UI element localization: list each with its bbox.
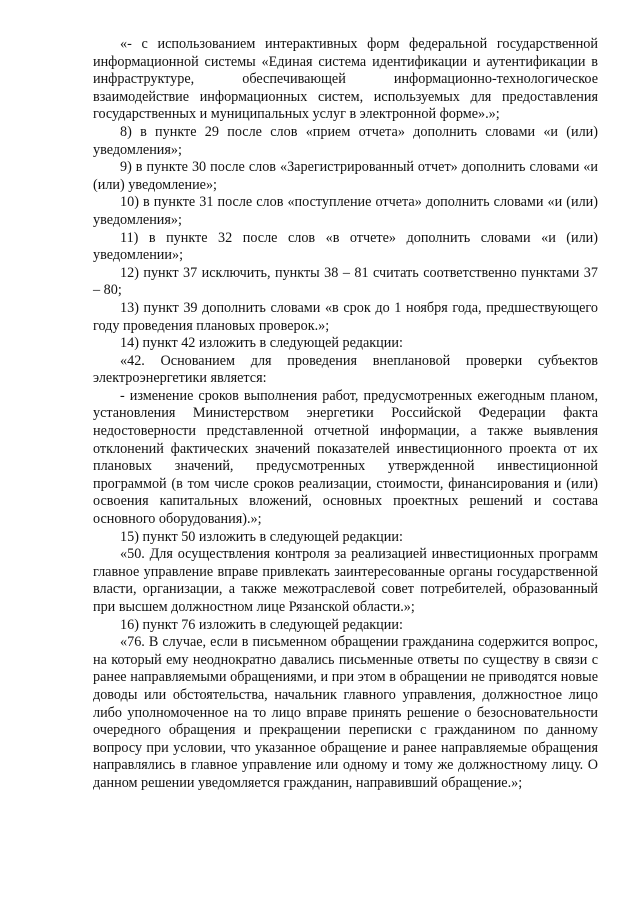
document-body: [93, 36, 598, 793]
paragraph-item-16: 16) пункт 76 изложить в следующей редакции:: [120, 616, 403, 633]
paragraph-item-12: 12) пункт 37 исключить, пункты 38 – 81 считать соответственно пунктами 37 – 80;: [93, 264, 598, 299]
paragraph-item-11: 11) в пункте 32 после слов «в отчете» дополнить словами «и (или) уведомлении»;: [93, 229, 598, 264]
paragraph-item-13: 13) пункт 39 дополнить словами «в срок до 1 ноября года, предшествующего году проведения плановых проверок.»;: [93, 299, 598, 334]
paragraph-item-14: 14) пункт 42 изложить в следующей редакции:: [120, 335, 403, 352]
paragraph-point-76: «76. В случае, если в письменном обращении гражданина содержится вопрос, на который ему неоднократно давались письменные ответы по существу в связи с ранее направляемыми обращениями, и при этом в обращении не приводятся новые доводы или обстоятельства, начальник главного управления, должностное лицо либо уполномоченное на то лицо вправе принять решение о безосновательности очередного обращения и прекращении переписки с гражданином по данному вопросу при условии, что указанное обращение и ранее направляемые обращения направлялись в главное управление или одному и тому же должностному лицу. О данном решении уведомляется гражданин, направивший обращение.»;: [93, 634, 598, 791]
paragraph-point-50: «50. Для осуществления контроля за реализацией инвестиционных программ главное управление вправе привлекать заинтересованные органы государственной власти, организации, а также межотраслевой совет потребителей, образованный при высшем должностном лице Рязанской области.»;: [93, 546, 598, 615]
paragraph-item-9: 9) в пункте 30 после слов «Зарегистрированный отчет» дополнить словами «и (или) уведомление»;: [93, 159, 598, 193]
paragraph-item-8: 8) в пункте 29 после слов «прием отчета» дополнить словами «и (или) уведомления»;: [93, 123, 598, 158]
paragraph-point-42: «42. Основанием для проведения внеплановой проверки субъектов электроэнергетики является:: [93, 352, 598, 387]
paragraph-intro-quote: «- с использованием интерактивных форм федеральной государственной информационной системы «Единая система идентификации и аутентификации в инфраструктуре, обеспечивающей информационно-технологическое взаимодействие информационных систем, используемых для предоставления государственных и муниципальных услуг в электронной форме».»;: [93, 36, 598, 123]
paragraph-item-10: 10) в пункте 31 после слов «поступление отчета» дополнить словами «и (или) уведомления»;: [93, 194, 598, 228]
paragraph-item-15: 15) пункт 50 изложить в следующей редакции:: [120, 528, 403, 545]
paragraph-point-42-bullet: - изменение сроков выполнения работ, предусмотренных ежегодным планом, установления Министерством энергетики Российской Федерации факта недостоверности представленной отчетной информации, а также выявления отклонений фактических значений показателей инвестиционного проекта от их плановых значений, предусмотренных утвержденной инвестиционной программой (в том числе сроков реализации, стоимости, финансирования и (или) освоения капитальных вложений, основных проектных решений и состава основного оборудования).»;: [93, 387, 598, 528]
